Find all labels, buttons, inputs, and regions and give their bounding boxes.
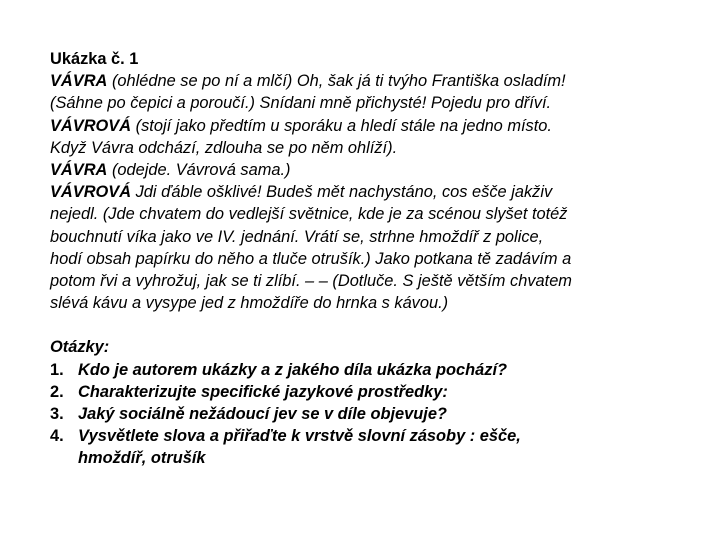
line-text: Jdi ďáble ošklivé! Budeš mět nachystáno, cos ešče jakživ: [131, 183, 553, 202]
text-line: [50, 292, 680, 314]
question-item: [50, 359, 680, 381]
speaker-name: VÁVRA: [50, 161, 108, 180]
question-item: [50, 425, 680, 447]
line-text: bouchnutí víka jako ve IV. jednání. Vrátí se, strhne hmoždíř z police,: [50, 227, 544, 246]
question-text: Jaký sociálně nežádoucí jev se v díle objevuje?: [78, 405, 447, 424]
question-item: [50, 381, 680, 403]
text-line: [50, 137, 680, 159]
question-number: 1.: [50, 360, 64, 379]
text-line: [50, 115, 680, 137]
line-text: potom řvi a vyhrožuj, jak se ti zlíbí. – – (Dotluče. S ještě větším chvatem: [50, 272, 572, 291]
text-line: [50, 92, 680, 114]
question-text: Vysvětlete slova a přiřaďte k vrstvě slovní zásoby : ešče,: [78, 427, 521, 446]
text-line: [50, 203, 680, 225]
line-text: (ohlédne se po ní a mlčí) Oh, šak já ti tvýho Františka osladím!: [107, 72, 566, 91]
question-text: Charakterizujte specifické jazykové prostředky:: [78, 382, 448, 401]
question-item: [50, 403, 680, 425]
questions-heading: Otázky:: [50, 338, 110, 357]
line-text: nejedl. (Jde chvatem do vedlejší světnice, kde je za scénou slyšet totéž: [50, 205, 568, 224]
line-text: (Sáhne po čepici a poroučí.) Snídani mně přichysté! Pojedu pro dříví.: [50, 94, 552, 113]
spacer: [50, 314, 680, 336]
line-text: (odejde. Vávrová sama.): [107, 161, 291, 180]
text-line: [50, 270, 680, 292]
speaker-name: VÁVROVÁ: [50, 116, 132, 135]
question-number: 2.: [50, 382, 64, 401]
question-text: Kdo je autorem ukázky a z jakého díla ukázka pochází?: [78, 360, 508, 379]
document-page: [50, 48, 680, 470]
question-continuation: hmoždíř, otrušík: [78, 449, 206, 468]
text-line: [50, 226, 680, 248]
text-line: [50, 248, 680, 270]
line-text: Když Vávra odchází, zdlouha se po něm ohlíží).: [50, 138, 398, 157]
question-number: 3.: [50, 405, 64, 424]
line-text: hodí obsah papírku do něho a tluče otrušík.) Jako potkana tě zadávím a: [50, 249, 572, 268]
speaker-name: VÁVROVÁ: [50, 183, 132, 202]
text-line: [50, 181, 680, 203]
line-text: slévá kávu a vysype jed z hmoždíře do hrnka s kávou.): [50, 294, 449, 313]
excerpt-title: Ukázka č. 1: [50, 50, 139, 68]
question-number: 4.: [50, 427, 64, 446]
speaker-name: VÁVRA: [50, 72, 108, 91]
text-line: [50, 159, 680, 181]
text-line: [50, 70, 680, 92]
line-text: (stojí jako předtím u sporáku a hledí stále na jedno místo.: [131, 116, 552, 135]
